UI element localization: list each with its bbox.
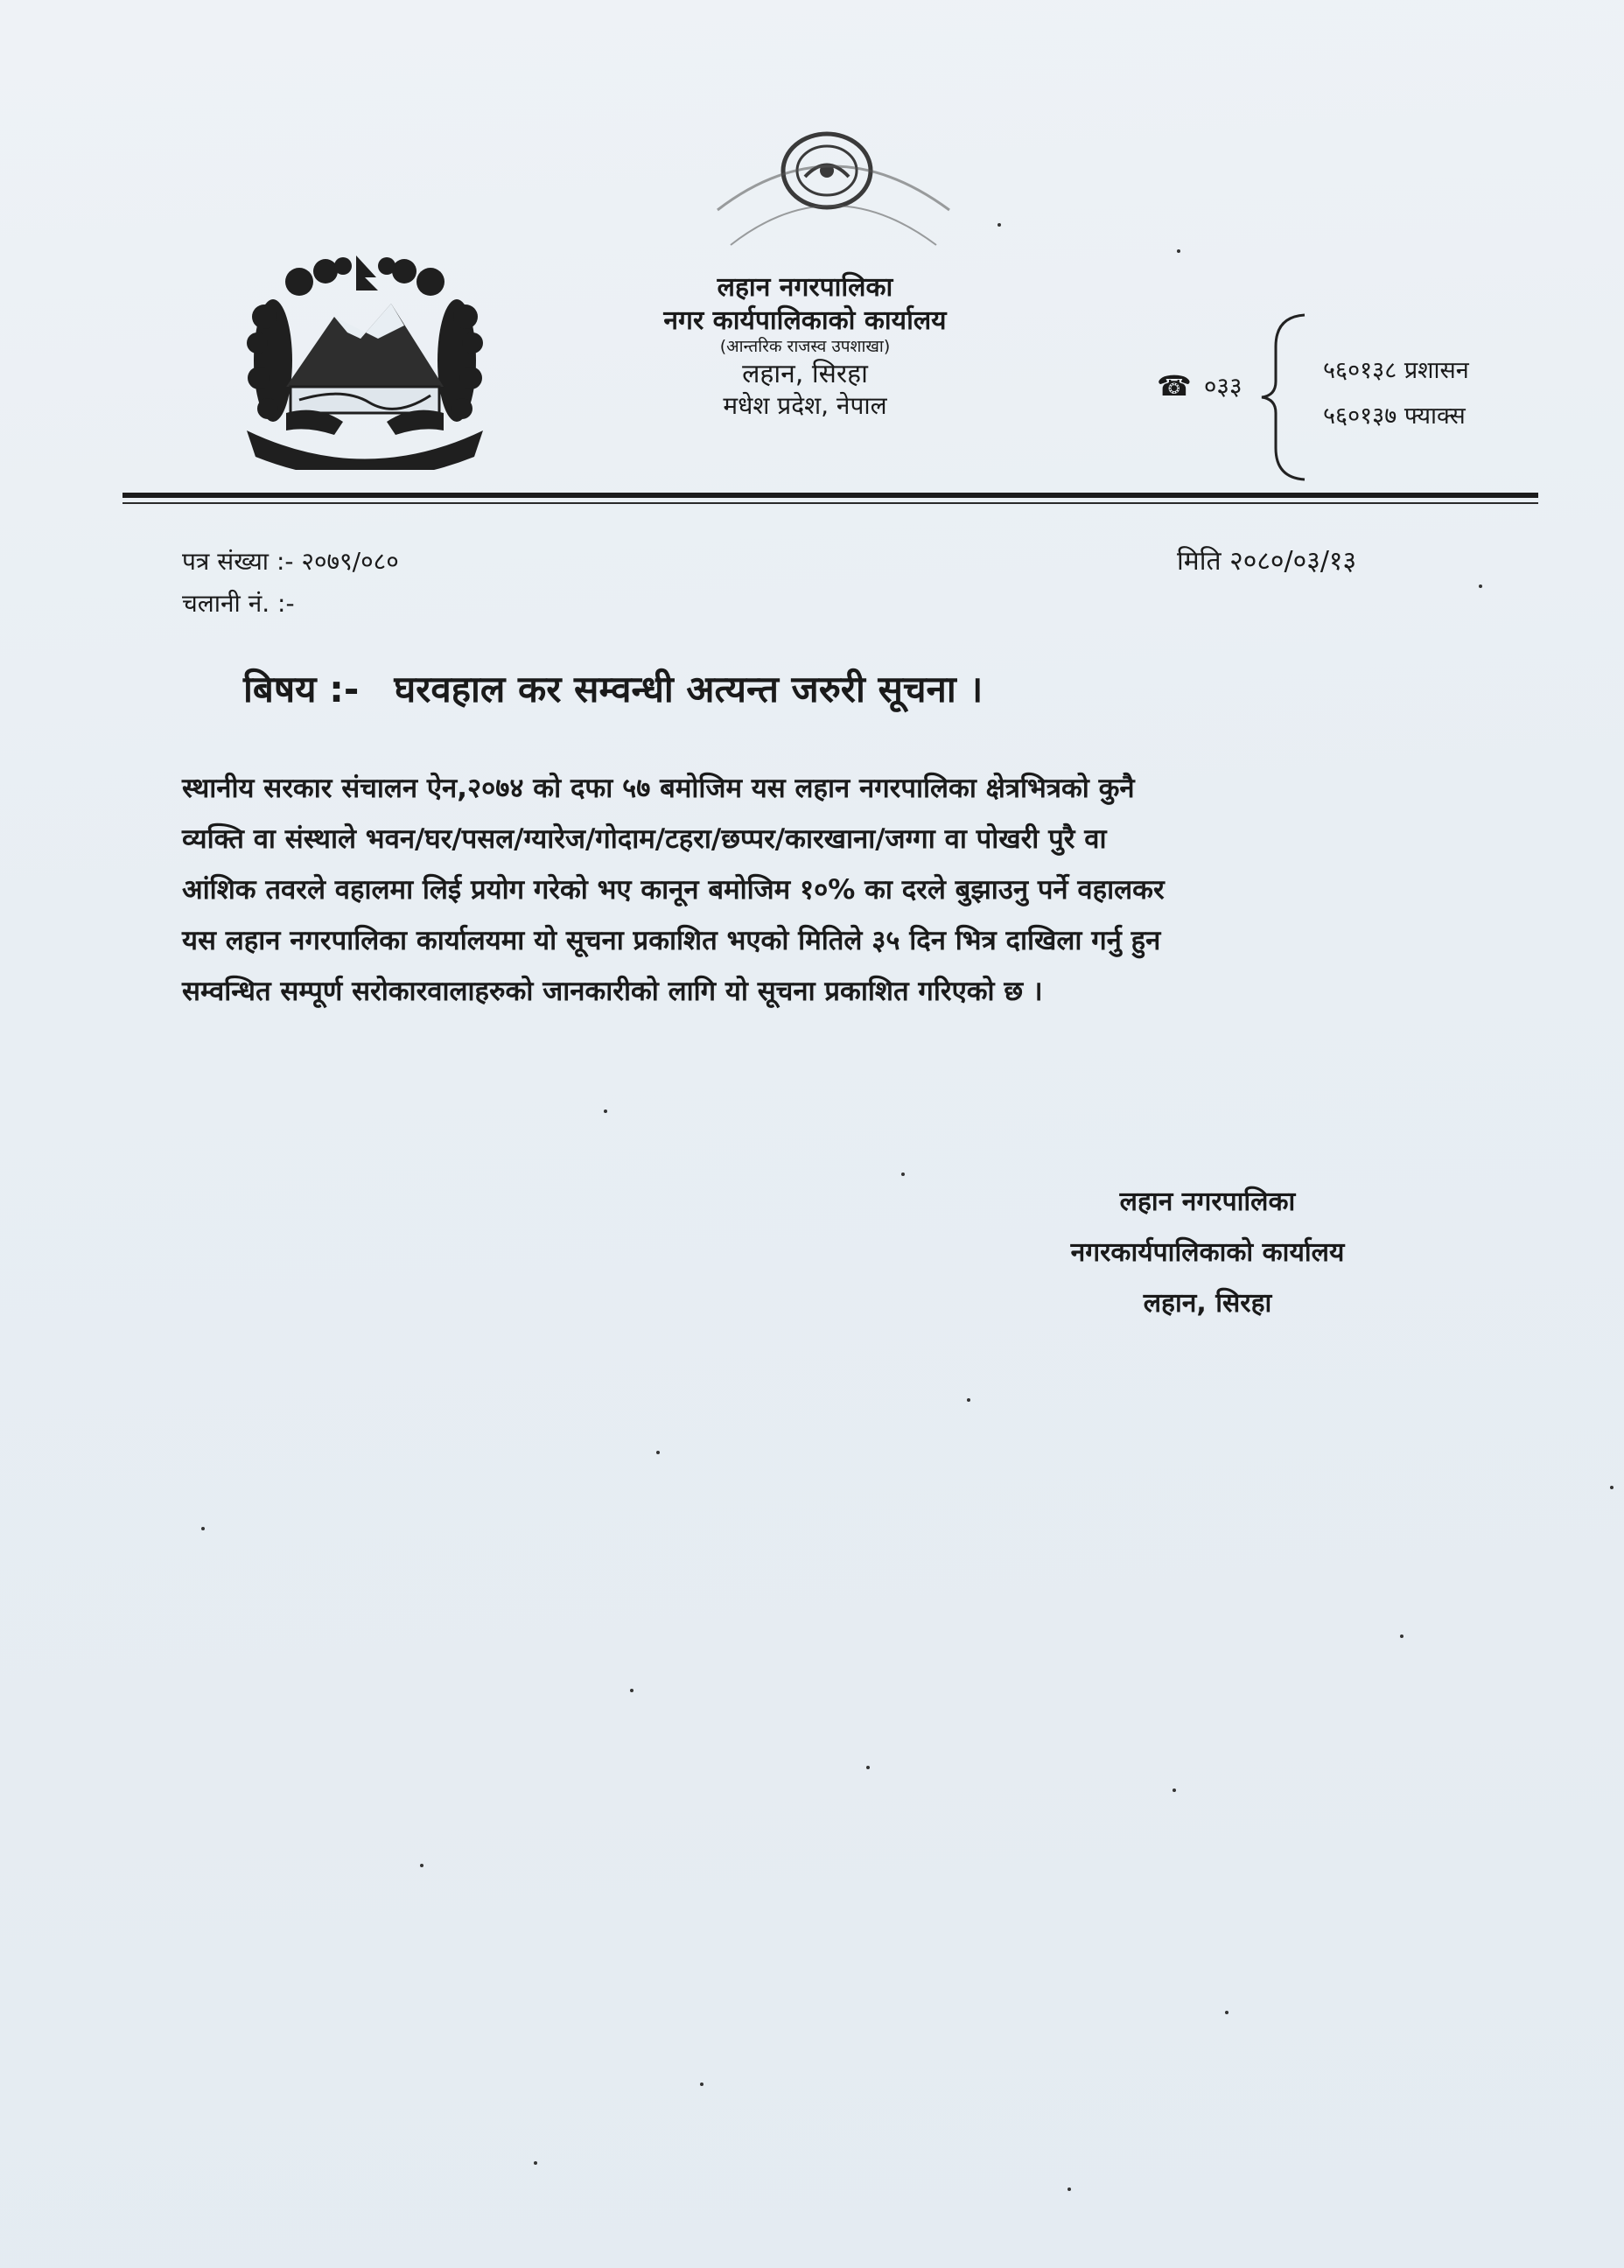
office-subtitle: नगर कार्यपालिकाको कार्यालय: [663, 304, 947, 336]
letter-reference: [182, 541, 399, 625]
paper-speck: [866, 1766, 870, 1769]
paper-speck: [1177, 249, 1180, 253]
area-code: ०३३: [1203, 372, 1242, 401]
header-divider: [122, 493, 1538, 498]
telephone-icon: ☎: [1157, 369, 1192, 402]
office-department: (आन्तरिक राजस्व उपशाखा): [719, 337, 891, 356]
paper-speck: [201, 1527, 205, 1530]
notice-body: [182, 763, 1428, 1017]
paper-speck: [630, 1689, 634, 1692]
paper-speck: [998, 223, 1001, 227]
subject-line: [243, 663, 983, 713]
brace-icon: [1256, 312, 1309, 483]
body-line: सम्वन्धित सम्पूर्ण सरोकारवालाहरुको जानकारीको लागि यो सूचना प्रकाशित गरिएको छ ।: [182, 976, 1043, 1007]
phone-line-admin: ५६०१३८ प्रशासन: [1323, 357, 1469, 384]
paper-speck: [967, 1398, 970, 1402]
phone-line-fax: ५६०१३७ फ्याक्स: [1323, 402, 1466, 430]
paper-speck: [534, 2161, 537, 2165]
reference-number: पत्र संख्या :- २०७९/०८०: [182, 547, 399, 576]
paper-speck: [1172, 1788, 1176, 1792]
body-line: व्यक्ति वा संस्थाले भवन/घर/पसल/ग्यारेज/गोदाम/टहरा/छप्पर/कारखाना/जग्गा वा पोखरी पुरै वा: [182, 823, 1107, 855]
phone-numbers: [1323, 348, 1469, 439]
paper-speck: [604, 1110, 607, 1113]
signature-department: नगरकार्यपालिकाको कार्यालय: [1070, 1237, 1345, 1268]
phone-area-code: [1157, 369, 1242, 402]
office-location: लहान, सिरहा: [742, 358, 868, 389]
subject-label: बिषय :-: [243, 668, 360, 710]
paper-speck: [656, 1451, 660, 1454]
signature-office: लहान नगरपालिका: [1119, 1186, 1296, 1217]
signature-location: लहान, सिरहा: [1143, 1288, 1272, 1319]
paper-speck: [1225, 2011, 1228, 2014]
office-header: [612, 271, 998, 421]
paper-speck: [1400, 1634, 1404, 1638]
header-divider-thin: [122, 502, 1538, 504]
signature-block: [1024, 1177, 1391, 1329]
body-line: स्थानीय सरकार संचालन ऐन,२०७४ को दफा ५७ बमोजिम यस लहान नगरपालिका क्षेत्रभित्रको कुनै: [182, 773, 1135, 804]
dispatch-number: चलानी नं. :-: [182, 589, 295, 618]
subject-text: घरवहाल कर सम्वन्धी अत्यन्त जरुरी सूचना ।: [394, 668, 984, 710]
paper-speck: [700, 2082, 704, 2086]
office-province: मधेश प्रदेश, नेपाल: [723, 391, 887, 421]
paper-speck: [1610, 1486, 1614, 1489]
body-line: आंशिक तवरले वहालमा लिई प्रयोग गरेको भए कानून बमोजिम १०% का दरले बुझाउनु पर्ने वहालकर: [182, 874, 1165, 906]
paper-speck: [901, 1172, 905, 1176]
paper-speck: [1479, 584, 1482, 588]
paper-speck: [420, 1864, 424, 1867]
office-name: लहान नगरपालिका: [717, 272, 893, 303]
paper-speck: [1068, 2188, 1071, 2191]
body-line: यस लहान नगरपालिका कार्यालयमा यो सूचना प्रकाशित भएको मितिले ३५ दिन भित्र दाखिला गर्नु हुन: [182, 925, 1161, 956]
nepal-emblem-icon: [238, 256, 492, 470]
letter-date: मिति २०८०/०३/१३: [1177, 546, 1357, 577]
